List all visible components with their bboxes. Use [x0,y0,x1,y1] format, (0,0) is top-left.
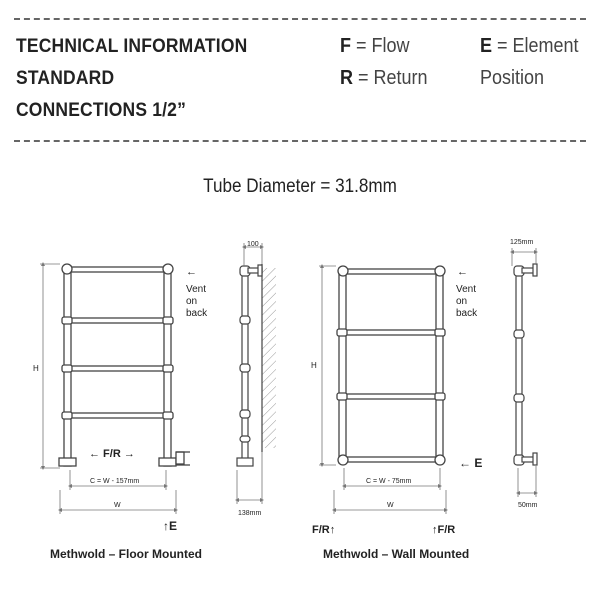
header-title-line2: STANDARD [16,68,115,89]
wall-mounted-front-view [337,266,445,465]
floor-vent-line2: on [186,296,198,307]
floor-caption: Methwold – Floor Mounted [50,547,202,561]
floor-fr-label: ← F/R → [89,448,135,460]
floor-side-top-label: 100 [247,241,259,248]
wall-fr-right-label: ↑F/R [432,524,456,536]
legend-return-key: R [340,67,354,89]
tube-diameter-label: Tube Diameter = 31.8mm [203,176,397,197]
wall-vent-arrow: ← [457,266,468,278]
wall-caption: Methwold – Wall Mounted [323,547,470,561]
legend-position: Position [480,67,545,89]
wall-side-top-label: 125mm [510,239,534,246]
wall-vent-line1: Vent [456,284,477,295]
wall-vent-line3: back [456,308,478,319]
legend-flow-text: = Flow [350,35,410,57]
wall-c-label: C = W - 75mm [366,478,412,485]
wall-dimensions [319,266,446,514]
wall-vent-line2: on [456,296,468,307]
floor-vent-line3: back [186,308,208,319]
floor-vent-line1: Vent [186,284,207,295]
floor-side-view [237,264,276,466]
wall-h-label: H [311,361,317,370]
wall-w-label: W [387,502,394,509]
wall-side-view [514,264,537,465]
wall-e-label: ← E [459,456,483,470]
floor-h-label: H [33,364,39,373]
legend-element-text: = Element [492,35,579,57]
floor-side-bottom-label: 138mm [238,510,262,517]
floor-mounted-front-view [59,264,190,466]
header-title-line1: TECHNICAL INFORMATION [16,36,248,57]
legend-return-text: = Return [353,67,428,89]
floor-w-label: W [114,502,121,509]
floor-vent-arrow: ← [186,266,197,278]
legend-flow-key: F [340,35,351,57]
floor-c-label: C = W - 157mm [90,478,140,485]
wall-side-bottom-label: 50mm [518,502,538,509]
floor-dimensions [40,264,176,514]
floor-e-label: ↑E [163,519,178,533]
header-title-line3: CONNECTIONS 1/2” [16,100,187,121]
wall-fr-left-label: F/R↑ [312,524,336,536]
legend-element-key: E [480,35,493,57]
